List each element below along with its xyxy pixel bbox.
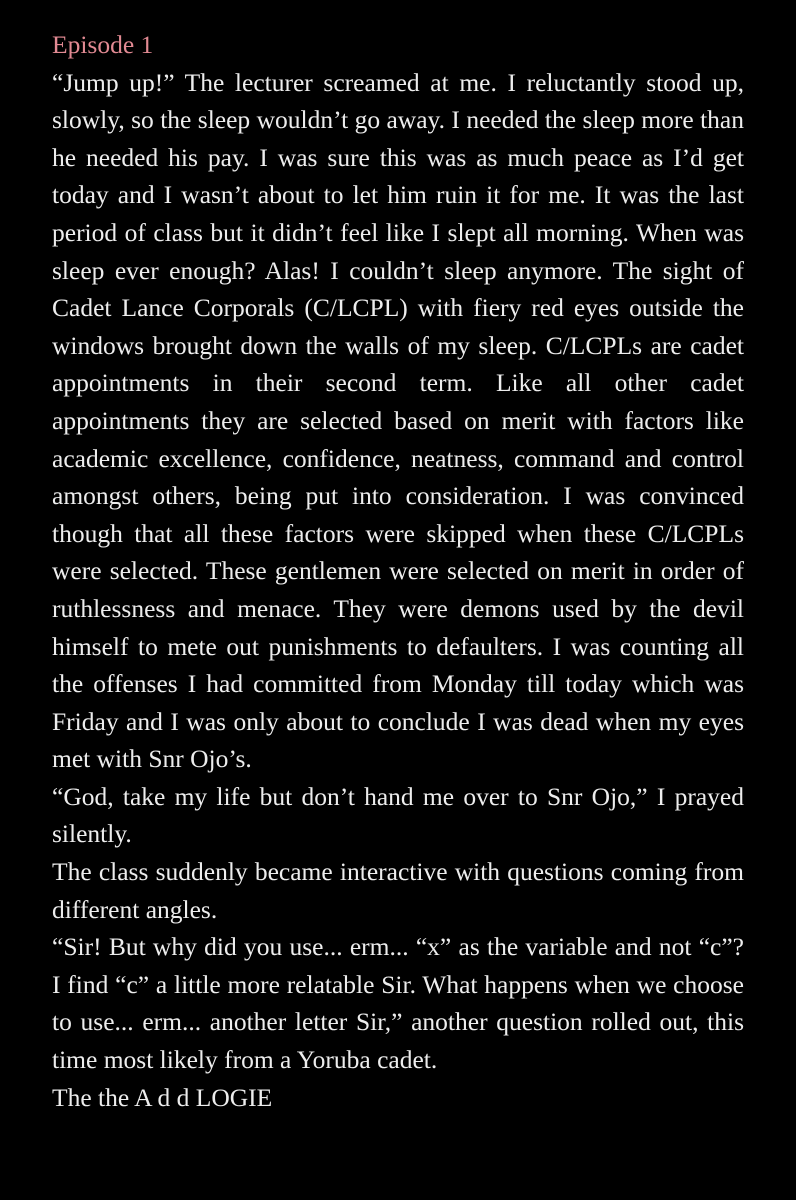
episode-title: Episode 1: [52, 30, 154, 59]
document-page: [52, 26, 744, 1116]
paragraph-5-cut-off: The the A d d LOGIE: [52, 1082, 273, 1112]
paragraph-4: “Sir! But why did you use... erm... “x” as the variable and not “c”? I find “c” a little more relatable Sir. What happens when we choose to use... erm... another letter Sir,” another question rolled out, this time most likely from a Yoruba cadet.: [52, 932, 744, 1075]
paragraph-3: The class suddenly became interactive with questions coming from different angles.: [52, 857, 744, 924]
paragraph-1: “Jump up!” The lecturer screamed at me. I reluctantly stood up, slowly, so the sleep wouldn’t go away. I needed the sleep more than he needed his pay. I was sure this was as much peace as I’d get today and I wasn’t about to let him ruin it for me. It was the last period of class but it didn’t feel like I slept all morning. When was sleep ever enough? Alas! I couldn’t sleep anymore. The sight of Cadet Lance Corporals (C/LCPL) with fiery red eyes outside the windows brought down the walls of my sleep. C/LCPLs are cadet appointments in their second term. Like all other cadet appointments they are selected based on merit with factors like academic excellence, confidence, neatness, command and control amongst others, being put into consideration. I was convinced though that all these factors were skipped when these C/LCPLs were selected. These gentlemen were selected on merit in order of ruthlessness and menace. They were demons used by the devil himself to mete out punishments to defaulters. I was counting all the offenses I had committed from Monday till today which was Friday and I was only about to conclude I was dead when my eyes met with Snr Ojo’s.: [52, 67, 744, 774]
paragraph-2: “God, take my life but don’t hand me over to Snr Ojo,” I prayed silently.: [52, 781, 744, 849]
